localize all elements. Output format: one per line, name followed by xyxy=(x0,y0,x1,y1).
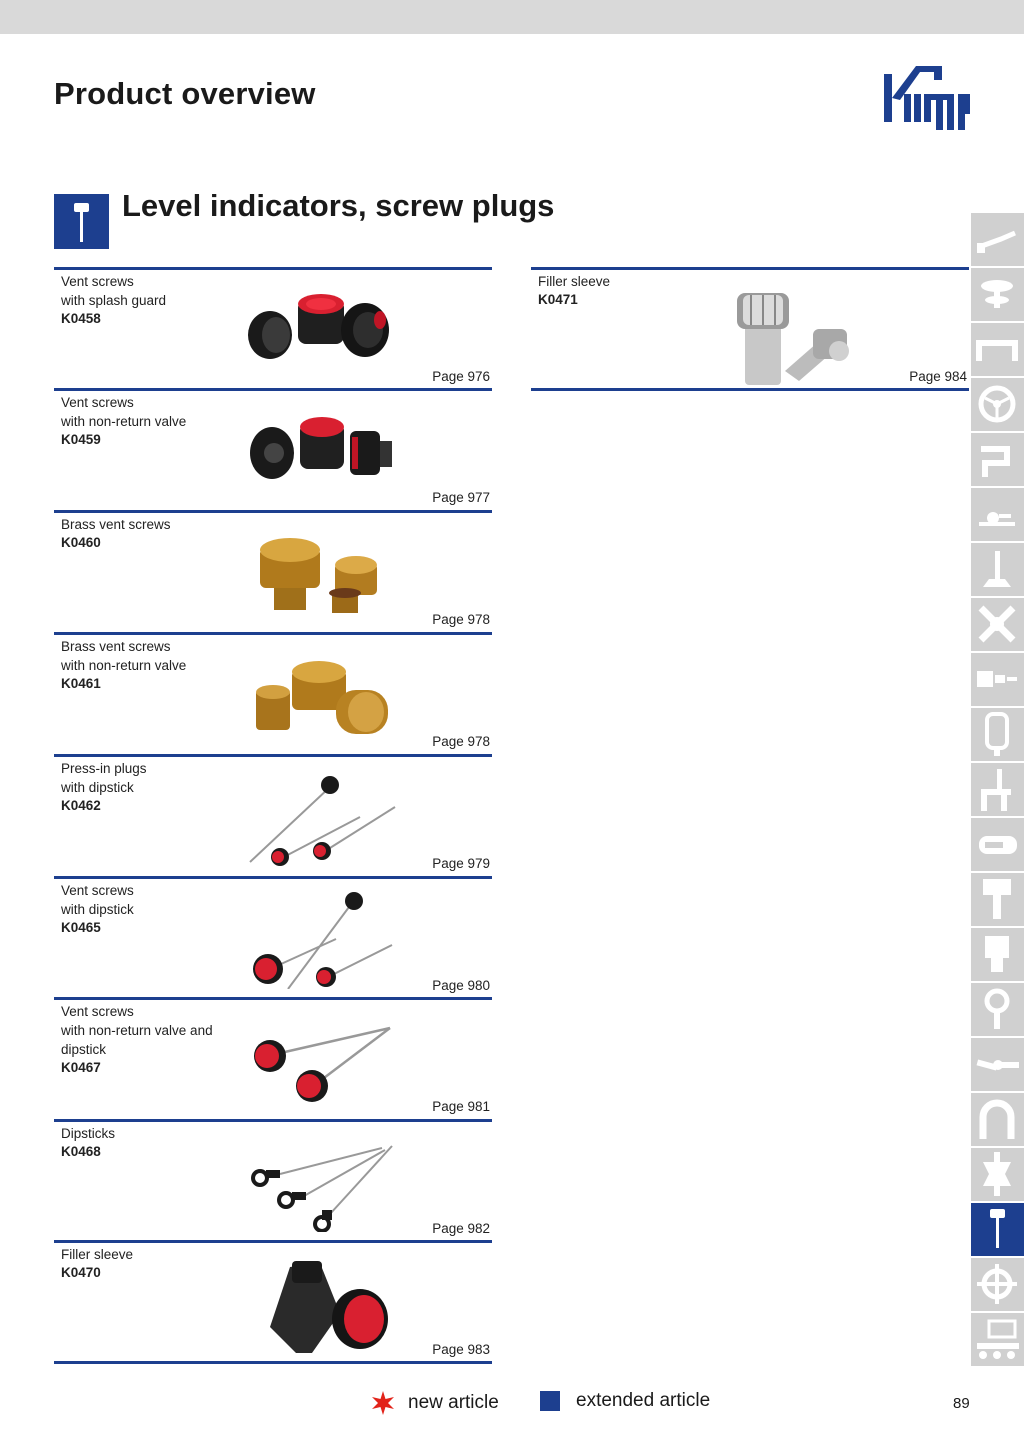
product-card-k0461[interactable] xyxy=(54,632,492,751)
product-card-k0459[interactable] xyxy=(54,388,492,507)
product-name: Dipsticks xyxy=(61,1126,116,1141)
column-bottom-rule xyxy=(54,1361,492,1364)
square-icon xyxy=(540,1391,560,1411)
page-reference[interactable]: Page 978 xyxy=(432,612,490,627)
kipp-logo xyxy=(880,60,975,135)
section-title: Level indicators, screw plugs xyxy=(122,188,555,223)
product-code: K0461 xyxy=(61,676,101,691)
product-card-k0470[interactable] xyxy=(54,1240,492,1359)
product-subtitle: with dipstick xyxy=(61,902,134,917)
legend-new-label: new article xyxy=(408,1392,499,1413)
spring-plunger-icon[interactable] xyxy=(971,653,1024,706)
positioning-icon[interactable] xyxy=(971,1258,1024,1311)
product-code: K0470 xyxy=(61,1265,101,1280)
category-tabs xyxy=(971,213,1024,1368)
product-subtitle: with dipstick xyxy=(61,780,134,795)
knob-icon[interactable] xyxy=(971,268,1024,321)
brass-vent-screws-non-return-image xyxy=(240,645,400,745)
handwheel-icon[interactable] xyxy=(971,378,1024,431)
dipsticks-image xyxy=(240,1132,400,1232)
legend-extended-label: extended article xyxy=(576,1390,711,1411)
product-card-k0468[interactable] xyxy=(54,1119,492,1238)
conveyor-icon[interactable] xyxy=(971,1313,1024,1366)
pin-icon[interactable] xyxy=(971,873,1024,926)
star-knob-icon[interactable] xyxy=(971,598,1024,651)
page-reference[interactable]: Page 981 xyxy=(432,1099,490,1114)
page-reference[interactable]: Page 980 xyxy=(432,978,490,993)
indexing-plunger-icon[interactable] xyxy=(971,708,1024,761)
product-card-k0462[interactable] xyxy=(54,754,492,873)
ball-lock-pin-icon[interactable] xyxy=(971,818,1024,871)
product-code: K0460 xyxy=(61,535,101,550)
product-name: Vent screws xyxy=(61,274,134,289)
product-subtitle-2: dipstick xyxy=(61,1042,107,1057)
product-name: Brass vent screws xyxy=(61,639,171,654)
toggle-clamp-icon[interactable] xyxy=(971,763,1024,816)
product-name: Press-in plugs xyxy=(61,761,147,776)
crank-icon[interactable] xyxy=(971,433,1024,486)
threaded-insert-icon[interactable] xyxy=(971,928,1024,981)
handle-icon[interactable] xyxy=(971,323,1024,376)
legend-new-article xyxy=(370,1390,499,1416)
brass-vent-screws-image xyxy=(240,523,400,623)
level-indicator-icon[interactable] xyxy=(971,1203,1024,1256)
product-subtitle: with non-return valve xyxy=(61,414,187,429)
filler-sleeve-metal-image xyxy=(721,276,881,386)
product-code: K0459 xyxy=(61,432,101,447)
product-code: K0458 xyxy=(61,311,101,326)
product-code: K0468 xyxy=(61,1144,101,1159)
vent-screws-splash-guard-image xyxy=(240,280,400,380)
page-title: Product overview xyxy=(54,76,316,111)
page-reference[interactable]: Page 979 xyxy=(432,856,490,871)
lifting-ring-icon[interactable] xyxy=(971,983,1024,1036)
magnet-icon[interactable] xyxy=(971,1093,1024,1146)
page-reference[interactable]: Page 977 xyxy=(432,490,490,505)
page-reference[interactable]: Page 978 xyxy=(432,734,490,749)
product-name: Filler sleeve xyxy=(61,1247,134,1262)
product-name: Vent screws xyxy=(61,395,134,410)
page-reference[interactable]: Page 976 xyxy=(432,369,490,384)
product-subtitle: with splash guard xyxy=(61,293,167,308)
vent-screws-non-return-image xyxy=(240,401,400,501)
filler-sleeve-black-image xyxy=(240,1253,400,1353)
product-card-k0460[interactable] xyxy=(54,510,492,629)
product-code: K0467 xyxy=(61,1060,101,1075)
product-name: Brass vent screws xyxy=(61,517,171,532)
product-name: Vent screws xyxy=(61,1004,134,1019)
press-in-plugs-dipstick-image xyxy=(240,767,400,867)
legend-extended-article xyxy=(540,1390,710,1412)
product-code: K0471 xyxy=(538,292,578,307)
right-column-rule xyxy=(531,388,969,391)
level-indicator-section-icon xyxy=(54,194,109,249)
star-icon xyxy=(370,1390,396,1416)
product-name: Vent screws xyxy=(61,883,134,898)
page-number: 89 xyxy=(953,1395,970,1412)
product-card-k0467[interactable] xyxy=(54,997,492,1116)
product-card-k0458[interactable] xyxy=(54,267,492,386)
page-reference[interactable]: Page 984 xyxy=(909,369,967,384)
product-code: K0465 xyxy=(61,920,101,935)
page-reference[interactable]: Page 982 xyxy=(432,1221,490,1236)
hinge-icon[interactable] xyxy=(971,1038,1024,1091)
product-card-k0465[interactable] xyxy=(54,876,492,995)
product-code: K0462 xyxy=(61,798,101,813)
cam-lever-icon[interactable] xyxy=(971,488,1024,541)
clamping-lever-icon[interactable] xyxy=(971,213,1024,266)
rubber-buffer-icon[interactable] xyxy=(971,1148,1024,1201)
leveling-foot-icon[interactable] xyxy=(971,543,1024,596)
vent-screws-dipstick-image xyxy=(240,889,400,989)
top-bar xyxy=(0,0,1024,34)
product-card-k0471[interactable] xyxy=(531,267,969,386)
product-subtitle: with non-return valve and xyxy=(61,1023,213,1038)
product-name: Filler sleeve xyxy=(538,274,611,289)
page-reference[interactable]: Page 983 xyxy=(432,1342,490,1357)
vent-screws-non-return-dipstick-image xyxy=(240,1010,400,1110)
product-subtitle: with non-return valve xyxy=(61,658,187,673)
